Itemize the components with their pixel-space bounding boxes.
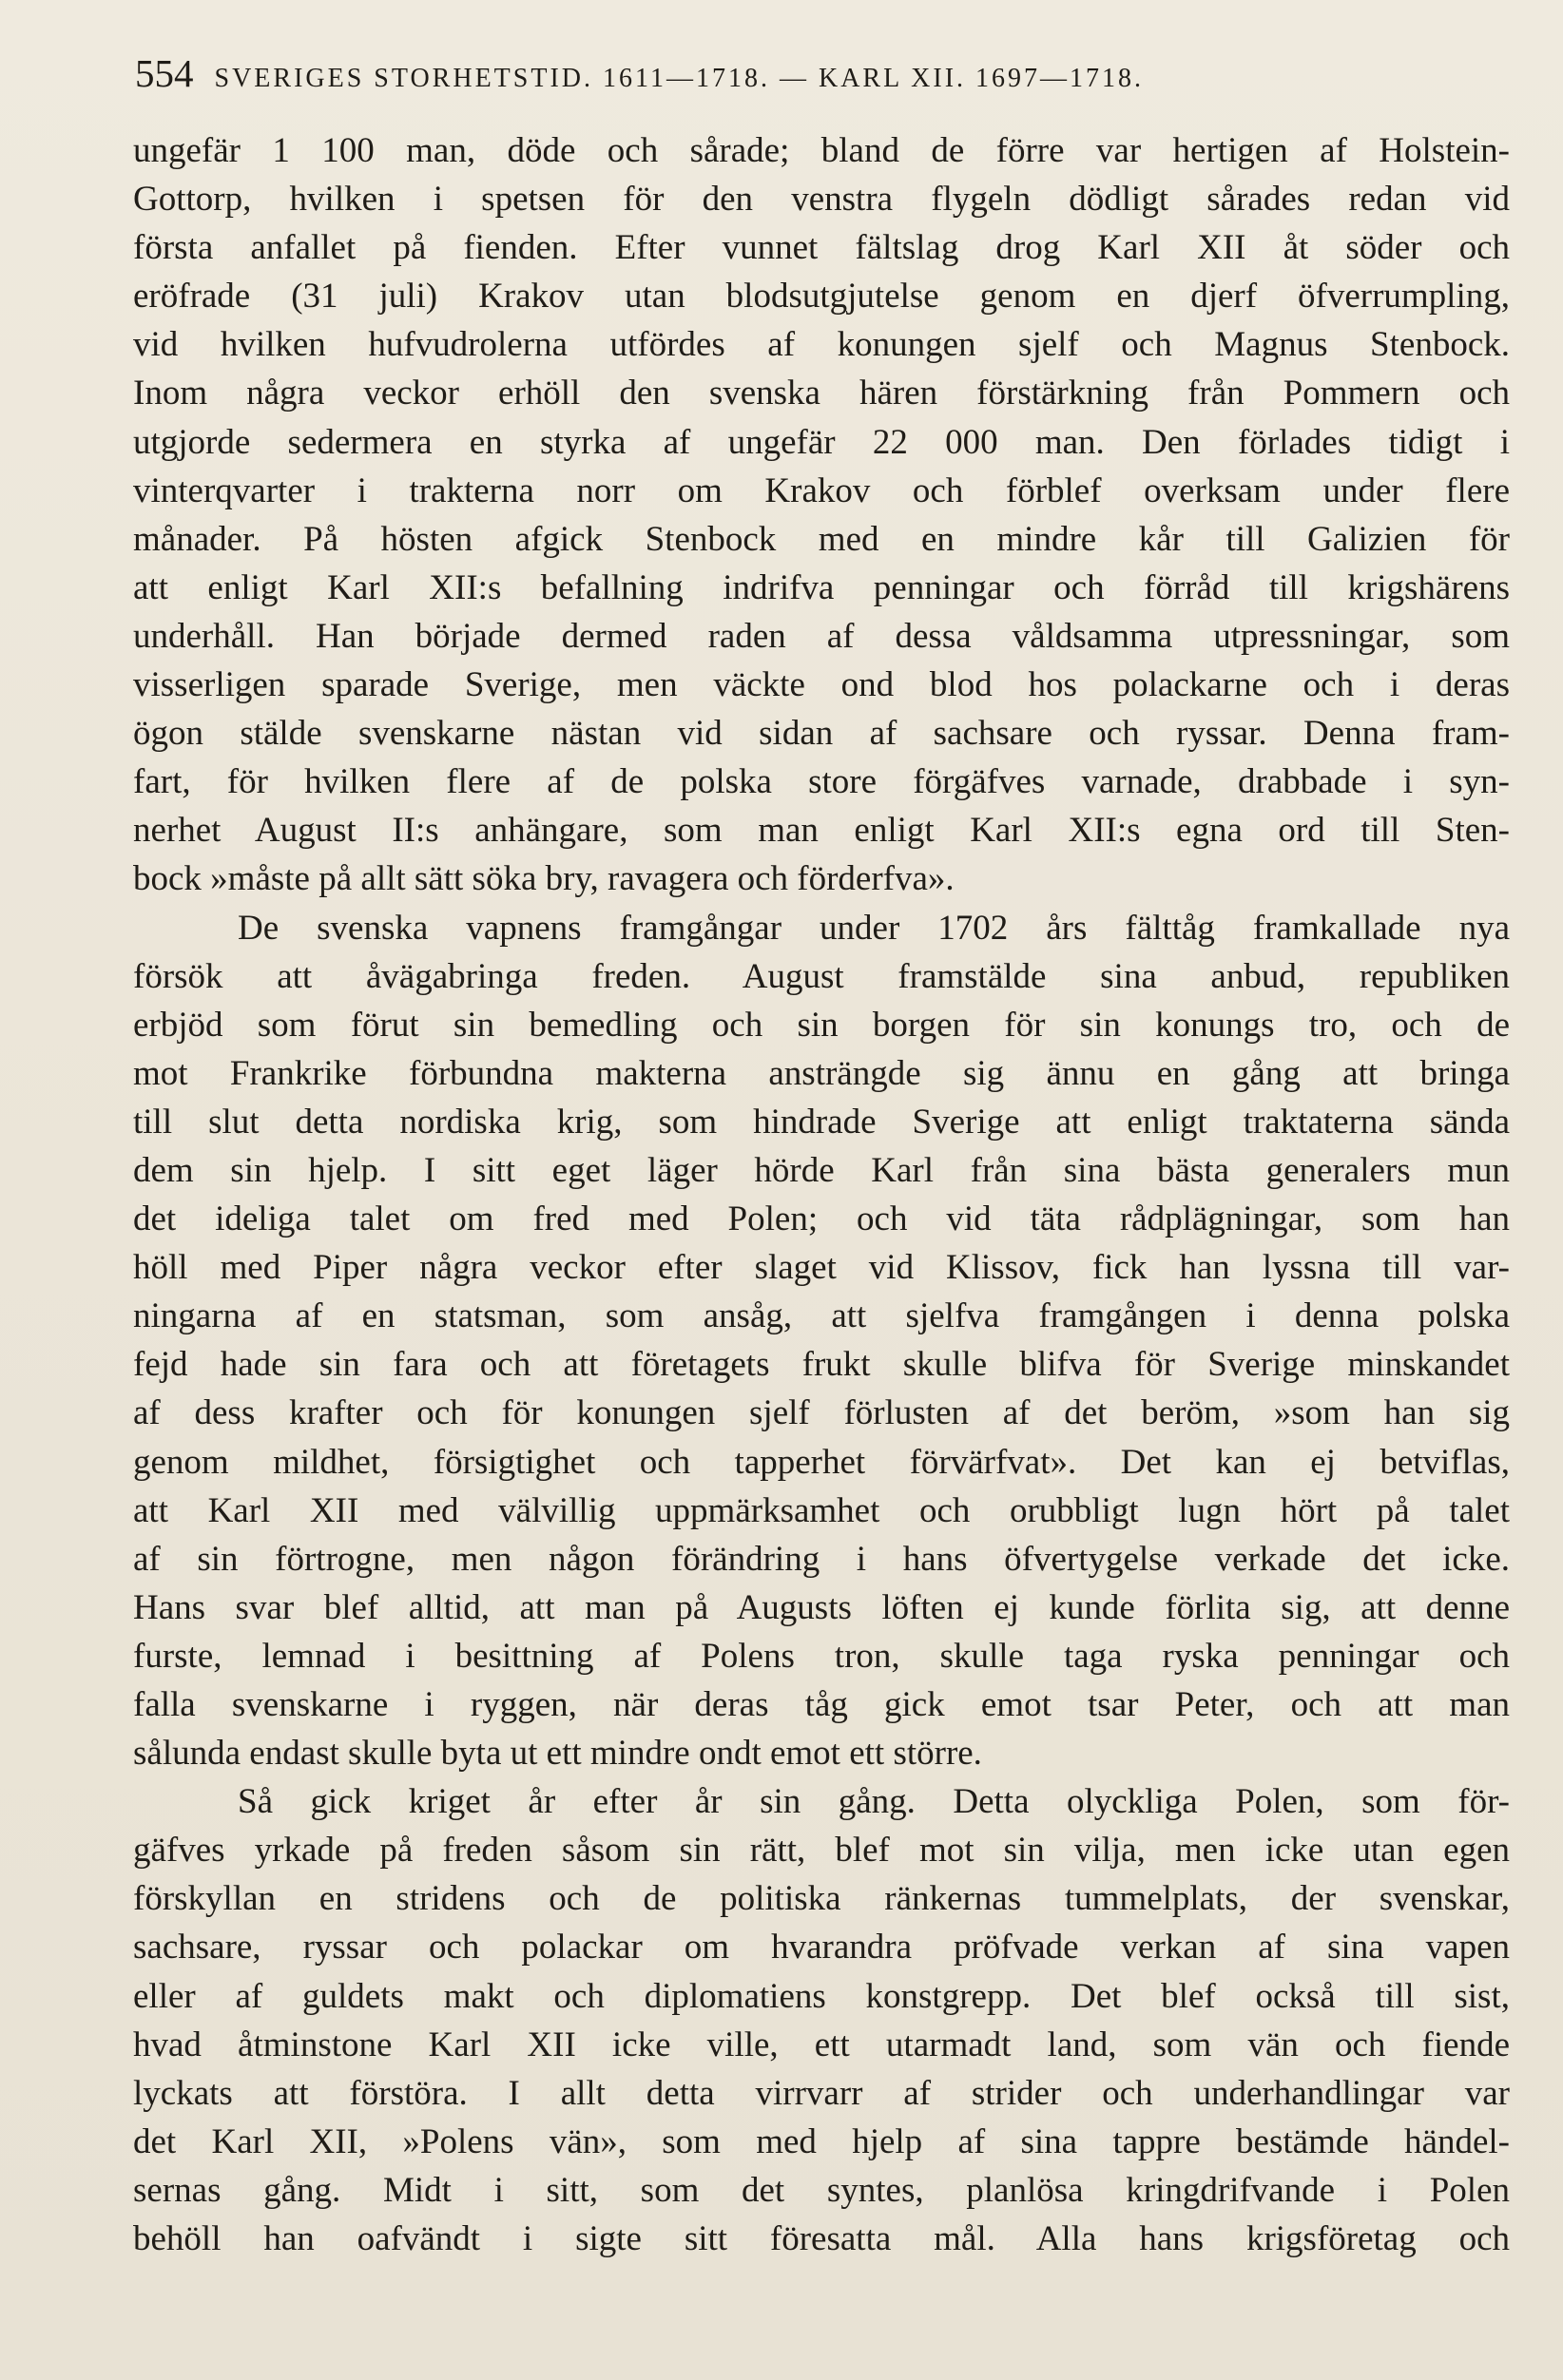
text-line: första anfallet på fienden. Efter vunnet fältslag drog Karl XII åt söder och xyxy=(133,228,1510,268)
text-line: Gottorp, hvilken i spetsen för den venstra flygeln dödligt sårades redan vid xyxy=(133,180,1510,220)
text-line: ningarna af en statsman, som ansåg, att sjelfva framgången i denna polska xyxy=(133,1296,1510,1336)
text-line: behöll han oafvändt i sigte sitt föresatta mål. Alla hans krigsföretag och xyxy=(133,2219,1510,2259)
text-line: ungefär 1 100 man, döde och sårade; bland de förre var hertigen af Holstein- xyxy=(133,131,1510,170)
text-line: ögon stälde svenskarne nästan vid sidan af sachsare och ryssar. Denna fram- xyxy=(133,714,1510,754)
text-line: visserligen sparade Sverige, men väckte ond blod hos polackarne och i deras xyxy=(133,665,1510,705)
paragraph-start-line: De svenska vapnens framgångar under 1702 års fälttåg framkallade nya xyxy=(238,908,1510,948)
text-line: erbjöd som förut sin bemedling och sin borgen för sin konungs tro, och de xyxy=(133,1005,1510,1045)
text-line: mot Frankrike förbundna makterna ansträngde sig ännu en gång att bringa xyxy=(133,1053,1510,1093)
text-line: lyckats att förstöra. I allt detta virrvarr af strider och underhandlingar var xyxy=(133,2073,1510,2113)
text-line: af dess krafter och för konungen sjelf förlusten af det beröm, »som han sig xyxy=(133,1393,1510,1433)
text-line: sålunda endast skulle byta ut ett mindre ondt emot ett större. xyxy=(133,1734,982,1774)
text-line: eller af guldets makt och diplomatiens konstgrepp. Det blef också till sist, xyxy=(133,1976,1510,2016)
text-line: att enligt Karl XII:s befallning indrifva penningar och förråd till krigshärens xyxy=(133,567,1510,607)
running-head xyxy=(135,49,1504,97)
text-line: Hans svar blef alltid, att man på Augusts löften ej kunde förlita sig, att denne xyxy=(133,1587,1510,1627)
text-line: gäfves yrkade på freden såsom sin rätt, blef mot sin vilja, men icke utan egen xyxy=(133,1831,1510,1871)
text-line: det ideliga talet om fred med Polen; och vid täta rådplägningar, som han xyxy=(133,1200,1510,1239)
text-line: utgjorde sedermera en styrka af ungefär 22 000 man. Den förlades tidigt i xyxy=(133,422,1510,462)
text-line: att Karl XII med välvillig uppmärksamhet och orubbligt lugn hört på talet xyxy=(133,1490,1510,1530)
text-line: fart, för hvilken flere af de polska store förgäfves varnade, drabbade i syn- xyxy=(133,762,1510,802)
text-line: hvad åtminstone Karl XII icke ville, ett utarmadt land, som vän och fiende xyxy=(133,2025,1510,2064)
text-line: sernas gång. Midt i sitt, som det syntes, planlösa kringdrifvande i Polen xyxy=(133,2170,1510,2210)
text-line: genom mildhet, försigtighet och tapperhet förvärfvat». Det kan ej betviflas, xyxy=(133,1442,1510,1482)
text-line: försök att åvägabringa freden. August framstälde sina anbud, republiken xyxy=(133,956,1510,996)
text-line: till slut detta nordiska krig, som hindrade Sverige att enligt traktaterna sända xyxy=(133,1102,1510,1142)
text-line: dem sin hjelp. I sitt eget läger hörde Karl från sina bästa generalers mun xyxy=(133,1150,1510,1190)
text-line: bock »måste på allt sätt söka bry, ravagera och förderfva». xyxy=(133,859,955,899)
text-line: nerhet August II:s anhängare, som man enligt Karl XII:s egna ord till Sten- xyxy=(133,811,1510,851)
text-line: vid hvilken hufvudrolerna utfördes af konungen sjelf och Magnus Stenbock. xyxy=(133,325,1510,365)
text-line: fejd hade sin fara och att företagets frukt skulle blifva för Sverige minskandet xyxy=(133,1345,1510,1385)
running-title: SVERIGES STORHETSTID. 1611—1718. — KARL XII. 1697—1718. xyxy=(214,64,1145,93)
text-line: månader. På hösten afgick Stenbock med en mindre kår till Galizien för xyxy=(133,519,1510,559)
text-line: det Karl XII, »Polens vän», som med hjelp af sina tappre bestämde händel- xyxy=(133,2121,1510,2161)
text-line: af sin förtrogne, men någon förändring i hans öfvertygelse verkade det icke. xyxy=(133,1539,1510,1579)
text-line: sachsare, ryssar och polackar om hvarandra pröfvade verkan af sina vapen xyxy=(133,1928,1510,1967)
page-number: 554 xyxy=(135,51,194,95)
body-text xyxy=(133,126,1510,2263)
text-line: eröfrade (31 juli) Krakov utan blodsutgjutelse genom en djerf öfverrumpling, xyxy=(133,277,1510,317)
text-line: Inom några veckor erhöll den svenska hären förstärkning från Pommern och xyxy=(133,374,1510,413)
text-line: underhåll. Han började dermed raden af dessa våldsamma utpressningar, som xyxy=(133,616,1510,656)
paragraph-start-line: Så gick kriget år efter år sin gång. Detta olyckliga Polen, som för- xyxy=(238,1782,1510,1822)
text-line: falla svenskarne i ryggen, när deras tåg gick emot tsar Peter, och att man xyxy=(133,1685,1510,1724)
text-line: vinterqvarter i trakterna norr om Krakov och förblef overksam under flere xyxy=(133,470,1510,510)
text-line: förskyllan en stridens och de politiska ränkernas tummelplats, der svenskar, xyxy=(133,1879,1510,1919)
text-line: furste, lemnad i besittning af Polens tron, skulle taga ryska penningar och xyxy=(133,1636,1510,1676)
text-line: höll med Piper några veckor efter slaget vid Klissov, fick han lyssna till var- xyxy=(133,1248,1510,1288)
